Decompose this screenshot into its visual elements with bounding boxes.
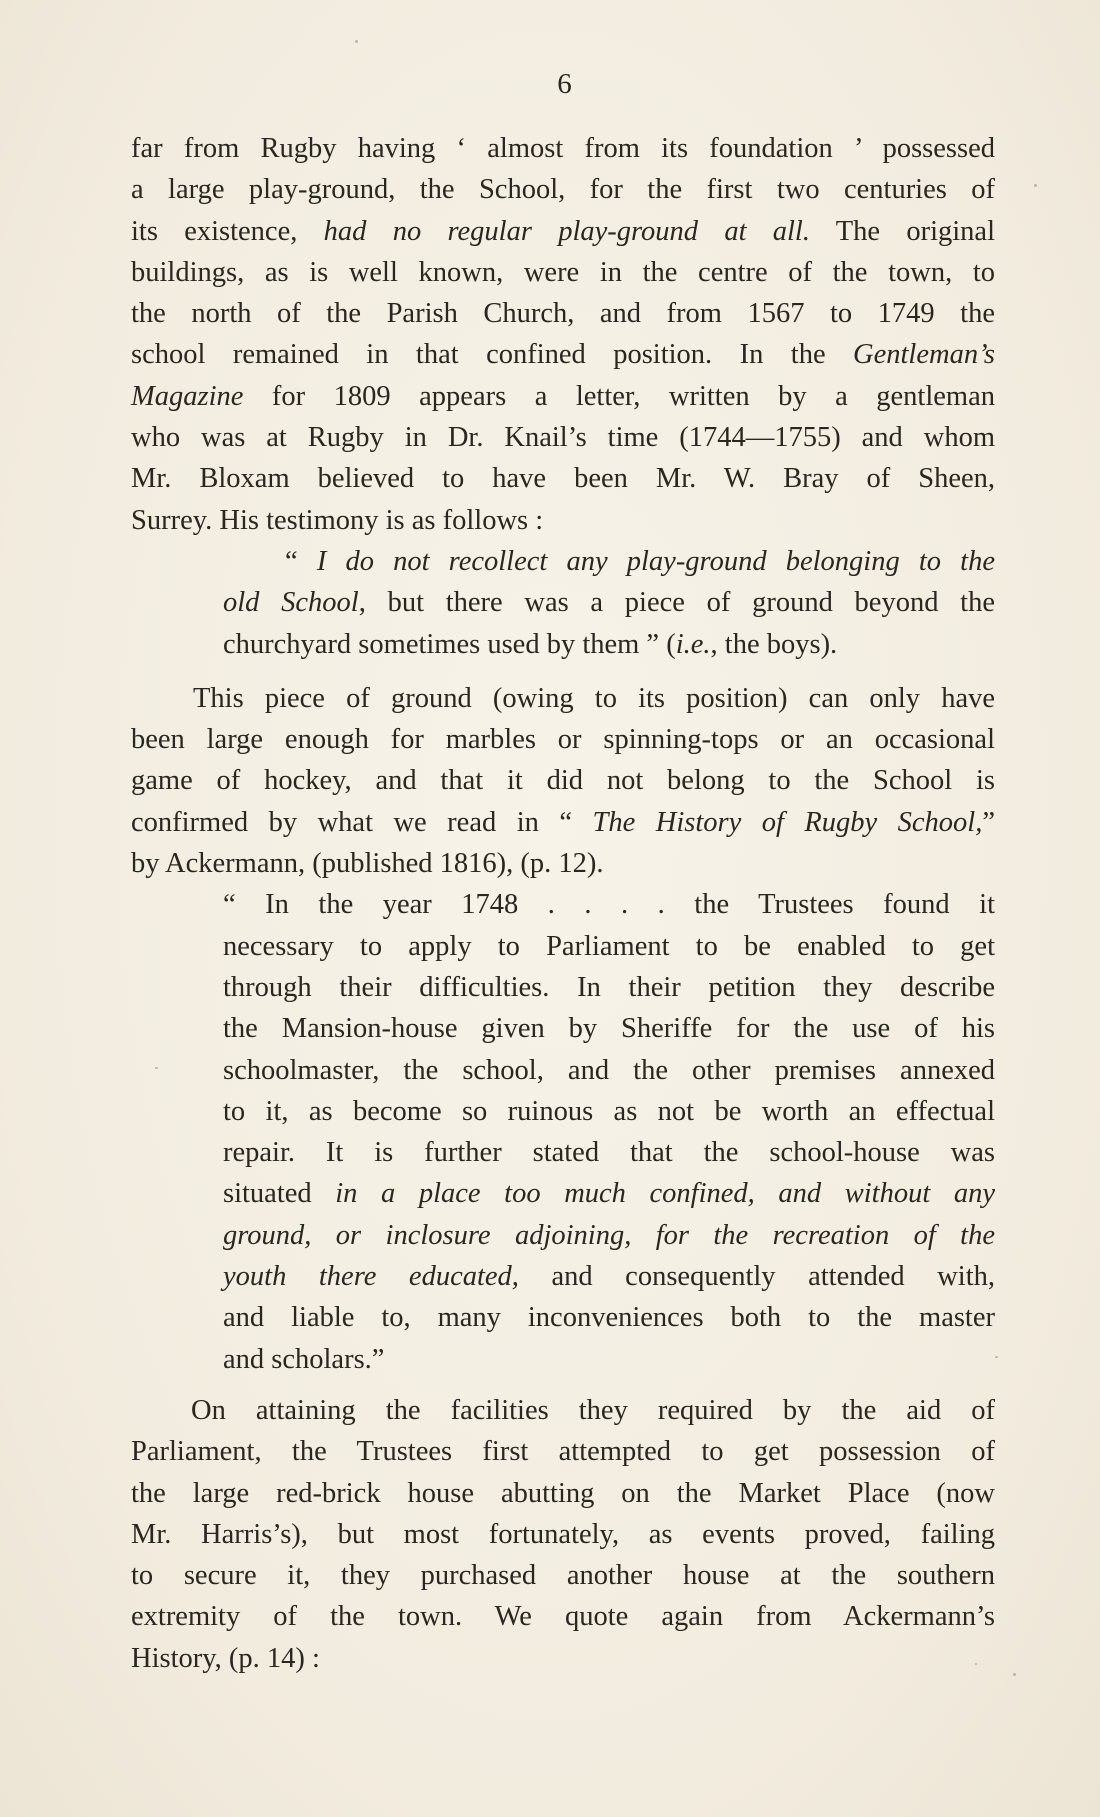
italic-text: Magazine	[131, 380, 244, 412]
page-number: 6	[557, 68, 573, 100]
paper-speck	[1034, 184, 1037, 187]
text-line	[223, 1132, 995, 1173]
text-line	[131, 1431, 995, 1472]
text-line	[131, 1514, 995, 1555]
text-run: confirmed by what we read in “	[131, 806, 593, 838]
text-run: , but there was a piece of ground beyond the	[358, 587, 995, 619]
text-line	[191, 1390, 995, 1431]
text-line	[131, 128, 995, 169]
text-run: by Ackermann, (published 1816), (p. 12).	[131, 848, 604, 880]
text-run: school remained in that confined position. In the	[131, 339, 854, 371]
italic-text: youth there educated,	[223, 1261, 519, 1293]
text-line	[131, 376, 995, 417]
text-run: and consequently attended with,	[518, 1261, 995, 1293]
text-run: been large enough for marbles or spinning-tops or an occasional	[131, 724, 995, 756]
text-line	[131, 1473, 995, 1514]
text-line	[223, 624, 995, 665]
text-line	[223, 582, 995, 623]
text-run: churchyard sometimes used by them ” (	[223, 628, 676, 660]
text-run: buildings, as is well known, were in the centre of the town, to	[131, 256, 995, 288]
text-run: This piece of ground (owing to its position) can only have	[193, 682, 995, 714]
text-run: History, (p. 14) :	[131, 1642, 320, 1674]
text-run: Parliament, the Trustees first attempted to get possession of	[131, 1436, 995, 1468]
text-run: Mr. Bloxam believed to have been Mr. W. Bray of Sheen,	[131, 463, 995, 495]
text-line	[131, 211, 995, 252]
text-line	[131, 169, 995, 210]
text-run: On attaining the facilities they required by the aid of	[191, 1394, 995, 1426]
text-run: “ In the year 1748 . . . . the Trustees found it	[223, 889, 995, 921]
text-run: its existence,	[131, 215, 324, 247]
italic-text: I do not recollect any play-ground belonging to the	[316, 545, 996, 577]
text-run: situated	[223, 1178, 336, 1210]
text-run: who was at Rugby in Dr. Knail’s time (1744—1755) and whom	[131, 422, 995, 454]
text-run: through their difficulties. In their petition they describe	[223, 971, 995, 1003]
text-run: for 1809 appears a letter, written by a gentleman	[243, 380, 995, 412]
text-run: ”	[982, 806, 996, 838]
text-run: and liable to, many inconveniences both to the master	[223, 1302, 995, 1334]
paper-speck	[1013, 1673, 1016, 1676]
italic-text: i.e.	[675, 628, 711, 660]
text-run: The original	[809, 215, 995, 247]
text-run: to it, as become so ruinous as not be worth an effectual	[223, 1095, 995, 1127]
text-run: Mr. Harris’s), but most fortunately, as events proved, failing	[131, 1518, 995, 1550]
text-body	[131, 128, 995, 1679]
text-run: repair. It is further stated that the school-house was	[223, 1137, 995, 1169]
italic-text: in a place too much confined, and without any	[335, 1178, 995, 1210]
text-line	[285, 541, 995, 582]
text-line	[223, 967, 995, 1008]
text-line	[131, 802, 995, 843]
text-run: game of hockey, and that it did not belong to the School is	[131, 765, 995, 797]
text-line	[223, 884, 995, 925]
text-line	[223, 1215, 995, 1256]
text-line	[131, 500, 995, 541]
text-run: Surrey. His testimony is as follows :	[131, 504, 544, 536]
paper-speck	[995, 1356, 998, 1358]
text-run: the Mansion-house given by Sheriffe for the use of his	[223, 1013, 995, 1045]
text-line	[131, 719, 995, 760]
text-line	[223, 1091, 995, 1132]
text-line	[131, 843, 995, 884]
italic-text: old School	[223, 587, 359, 619]
text-line	[131, 458, 995, 499]
text-line	[223, 1339, 995, 1380]
text-line	[131, 334, 995, 375]
text-line	[131, 1596, 995, 1637]
text-run: the large red-brick house abutting on the Market Place (now	[131, 1477, 995, 1509]
text-run: necessary to apply to Parliament to be enabled to get	[223, 930, 995, 962]
italic-text: had no regular play-ground at all.	[323, 215, 810, 247]
italic-text: ground, or inclosure adjoining, for the recreation of the	[223, 1219, 995, 1251]
text-line	[131, 760, 995, 801]
text-line	[193, 678, 995, 719]
text-run: the north of the Parish Church, and from 1567 to 1749 the	[131, 298, 995, 330]
text-run: schoolmaster, the school, and the other premises annexed	[223, 1054, 995, 1086]
text-line	[223, 1173, 995, 1214]
text-line	[131, 417, 995, 458]
text-run: and scholars.”	[223, 1343, 385, 1375]
text-line	[131, 1555, 995, 1596]
text-line	[131, 293, 995, 334]
text-line	[223, 1050, 995, 1091]
text-run: far from Rugby having ‘ almost from its foundation ’ possessed	[131, 133, 995, 164]
text-run: extremity of the town. We quote again from Ackermann’s	[131, 1601, 995, 1633]
text-line	[223, 926, 995, 967]
italic-text: The History of Rugby School,	[592, 806, 983, 838]
text-line	[131, 252, 995, 293]
text-run: “	[285, 545, 317, 577]
paper-speck	[975, 1663, 977, 1665]
text-line	[223, 1297, 995, 1338]
text-line	[131, 1638, 995, 1679]
text-run: to secure it, they purchased another house at the southern	[131, 1560, 995, 1592]
text-run: , the boys).	[710, 628, 838, 660]
text-line	[223, 1008, 995, 1049]
text-run: a large play-ground, the School, for the first two centuries of	[131, 174, 995, 206]
paper-speck	[155, 1067, 158, 1069]
paper-speck	[355, 40, 358, 43]
italic-text: Gentleman’s	[853, 339, 995, 371]
text-line	[223, 1256, 995, 1297]
